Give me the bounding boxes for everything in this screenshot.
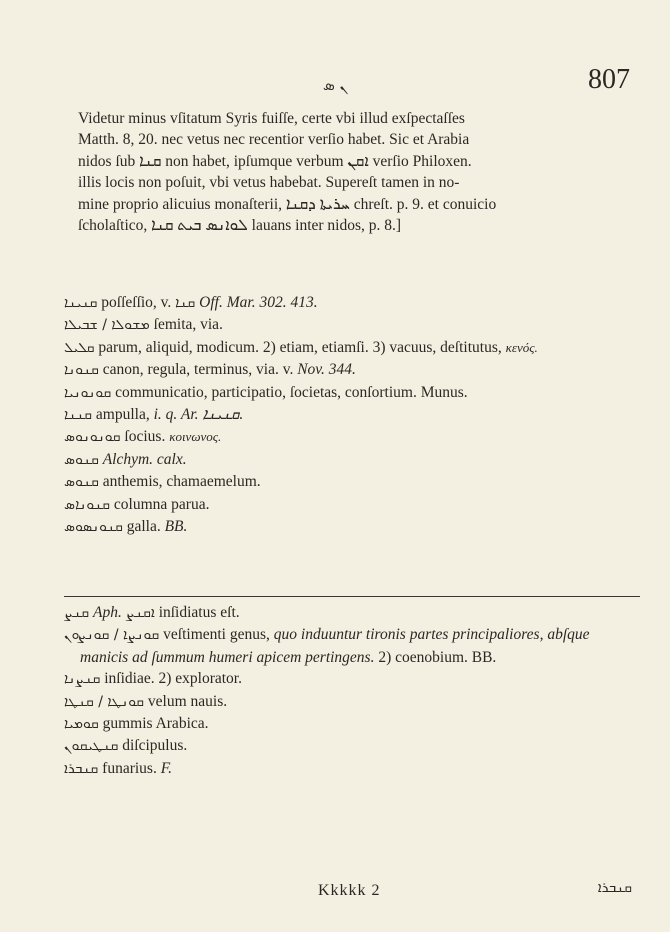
intro-line: Matth. 8, 20. nec vetus nec recentior verſio habet. Sic et Arabia xyxy=(78,131,470,149)
syriac-headword: ܩܢܨܢܐ xyxy=(64,671,101,688)
dictionary-entry: ܩܘܢܛܐ / ܩܢܛܐ velum nauis. xyxy=(64,692,228,710)
section-divider xyxy=(64,596,640,597)
syriac-headword: ܩܘܢܛܐ / ܩܢܛܐ xyxy=(64,693,145,710)
intro-line: nidos ſub ܩܢܐ non habet, ipſumque verbum ܐܩܢ verſio Philoxen. xyxy=(78,152,472,170)
syriac-headword: ܩܢܨ xyxy=(64,605,90,621)
greek-term: κοινωνος. xyxy=(169,429,222,445)
dictionary-entry: ܩܠܝܠ parum, aliquid, modicum. 2) etiam, etiamſi. 3) vacuus, deſtitutus, κενός. xyxy=(64,338,538,356)
intro-line: Videtur minus vſitatum Syris fuiſſe, certe vbi illud exſpectaſſes xyxy=(78,110,465,127)
syriac-headword: ܩܢܘܢܐܣ xyxy=(64,496,111,513)
dictionary-entry: ܩܢܘܢܐܣ columna parua. xyxy=(64,495,210,513)
syriac-headword: ܩܢܘܣ xyxy=(64,474,99,491)
running-head: ܢ ܣ xyxy=(323,76,348,94)
syriac-headword: ܩܢܘܢܐ xyxy=(64,362,99,379)
syriac-headword: ܩܠܝܠ xyxy=(64,339,95,356)
dictionary-entry: ܩܢܨܢܐ inſidiae. 2) explorator. xyxy=(64,670,242,688)
syriac-headword: ܩܘܡܝܐ xyxy=(64,716,99,733)
reference: i. q. Ar. ܩܢܝܢܐ. xyxy=(153,406,244,424)
syriac-headword: ܩܢܢܐ xyxy=(64,407,93,424)
reference: Nov. 344. xyxy=(297,361,356,379)
greek-term: κενός. xyxy=(505,339,538,355)
syriac-headword: ܩܘܢܘܢܝܐ xyxy=(64,384,112,401)
dictionary-entry: ܩܢܛܝܩܘܢ diſcipulus. xyxy=(64,737,188,755)
intro-paragraph xyxy=(78,108,638,236)
syriac-headword: ܩܘܢܨܐ / ܩܘܢܨܘܢ xyxy=(64,627,160,644)
dictionary-entry: ܩܢܘܢܐ canon, regula, terminus, via. v. Nov. 344. xyxy=(64,361,356,379)
dictionary-entry: ܩܘܢܘܢܘܣ ſocius. κοινωνος. xyxy=(64,428,222,446)
definition-italic: quo induuntur tironis partes principaliores, abſque manicis ad ſummum humeri apicem pertingens. xyxy=(80,626,590,666)
syriac-headword: ܩܢܝܢܐ xyxy=(64,295,98,311)
dictionary-entry: ܩܢܝܢܐ poſſeſſio, v. ܩܢܐ Off. Mar. 302. 413. xyxy=(64,294,318,311)
reference: Alchym. calx. xyxy=(102,450,187,468)
catchword: ܩܢܒܪܐ xyxy=(597,880,632,896)
dictionary-entry: ܩܢܢܐ ampulla, i. q. Ar. ܩܢܝܢܐ. xyxy=(64,406,244,424)
page-number: 807 xyxy=(588,64,630,95)
entries-section-1 xyxy=(64,292,638,538)
reference: BB. xyxy=(164,518,188,536)
dictionary-entry: ܡܫܘܠܐ / ܫܒܝܠܐ ſemita, via. xyxy=(64,316,223,334)
syriac-headword: ܩܢܘܢܣܘܣ xyxy=(64,519,123,536)
reference: Aph. xyxy=(93,604,126,621)
intro-line: ſcholaſtico, ܠܘܐܢܣ ܒܝܬ ܩܢܐ lauans inter nidos, p. 8.] xyxy=(78,217,402,235)
syriac-headword: ܡܫܘܠܐ / ܫܒܝܠܐ xyxy=(64,317,150,334)
intro-line: illis locis non poſuit, vbi vetus habebat. Supereſt tamen in no- xyxy=(78,174,460,192)
syriac-headword: ܩܘܢܘܢܘܣ xyxy=(64,429,121,446)
reference: Off. Mar. 302. 413. xyxy=(195,294,318,311)
dictionary-entry: ܩܢܘܣ anthemis, chamaemelum. xyxy=(64,473,261,491)
dictionary-entry: ܩܘܢܨܐ / ܩܘܢܨܘܢ veſtimenti genus, quo induuntur tironis partes principaliores, abſque manicis ad ſummum humeri apicem pertingens. 2) coenobium. BB. xyxy=(64,626,590,666)
reference: F. xyxy=(160,759,173,777)
dictionary-entry: ܩܘܢܘܢܝܐ communicatio, participatio, ſocietas, conſortium. Munus. xyxy=(64,383,468,401)
dictionary-entry: ܩܢܨ Aph. ܐܩܢܨ inſidiatus eſt. xyxy=(64,604,240,621)
syriac-headword: ܩܢܛܝܩܘܢ xyxy=(64,738,119,755)
signature-mark: Kkkkk 2 xyxy=(318,882,381,899)
dictionary-entry: ܩܢܘܢܣܘܣ galla. BB. xyxy=(64,518,188,536)
dictionary-entry: ܩܘܡܝܐ gummis Arabica. xyxy=(64,715,209,733)
intro-line: mine proprio alicuius monaſterii, ܚܪܝܬܐ ܕܩܢܐ chreſt. p. 9. et conuicio xyxy=(78,195,497,213)
dictionary-entry xyxy=(64,449,638,471)
syriac-headword: ܩܢܘܣ xyxy=(64,451,99,468)
entries-section-2 xyxy=(64,602,638,780)
syriac-headword: ܩܢܒܪܐ xyxy=(64,760,99,777)
dictionary-entry: ܩܢܒܪܐ funarius. F. xyxy=(64,759,173,777)
